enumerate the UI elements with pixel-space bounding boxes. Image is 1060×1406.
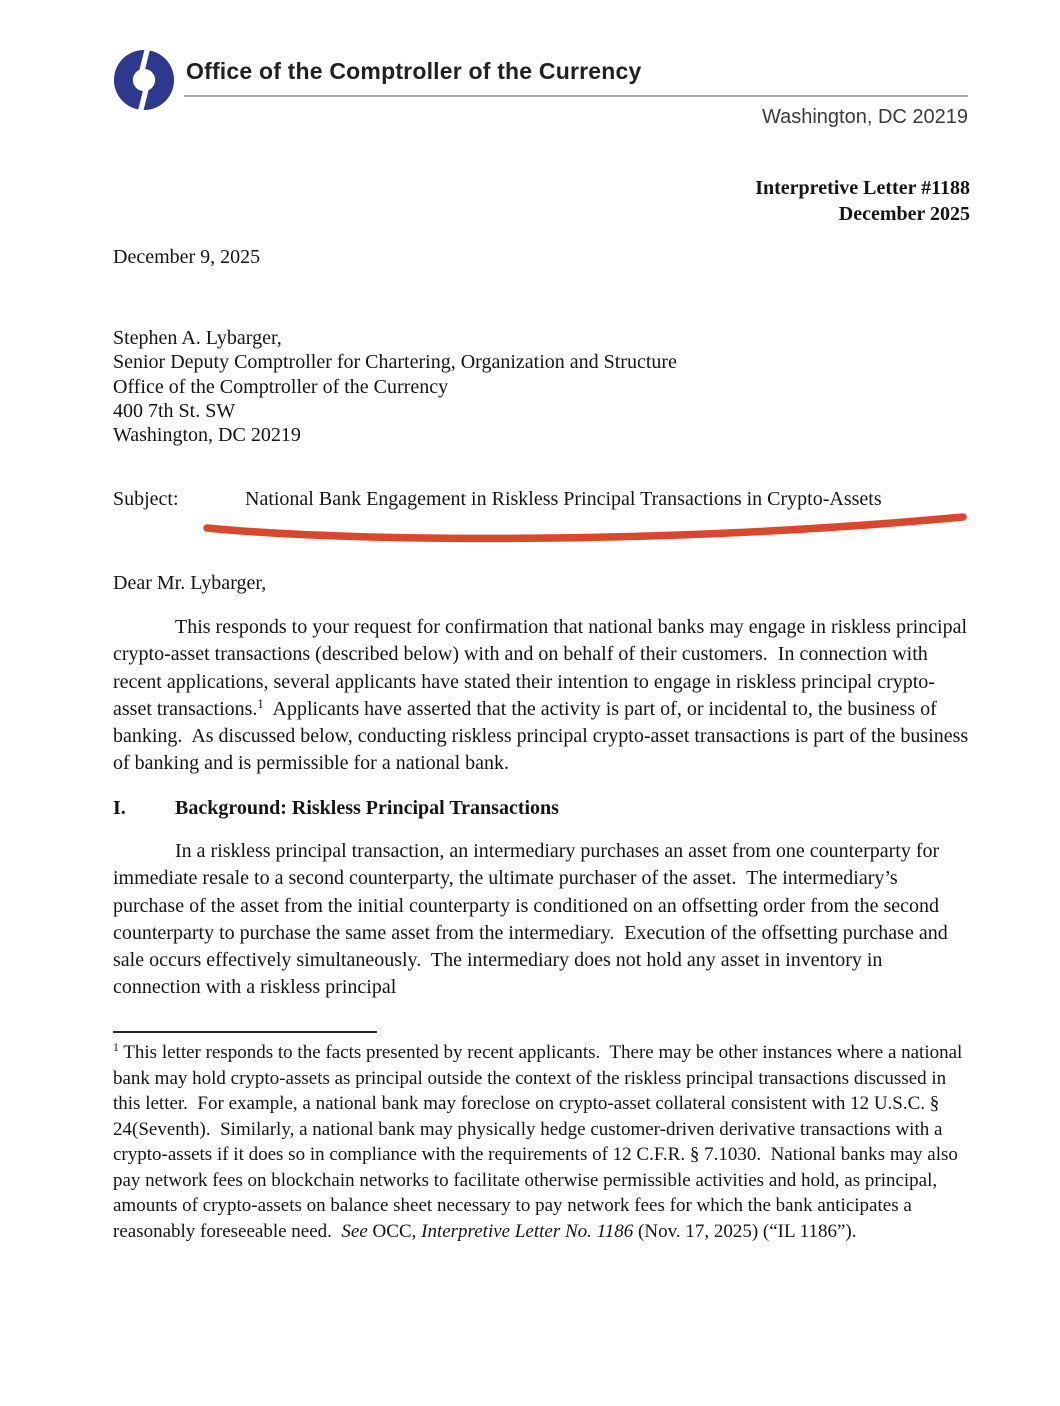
footnote-number: 1 xyxy=(113,1041,119,1054)
salutation: Dear Mr. Lybarger, xyxy=(113,572,267,594)
header-divider xyxy=(184,95,968,97)
footnote-citation-italic: Interpretive Letter No. 1186 xyxy=(421,1220,634,1242)
footnote-see-italic: See xyxy=(341,1220,368,1242)
footnote-separator xyxy=(113,1031,377,1033)
subject-underline-mark xyxy=(200,512,970,552)
subject-row xyxy=(113,488,882,511)
section-heading-text: Background: Riskless Principal Transactions xyxy=(175,797,559,819)
footnote-text-end: (Nov. 17, 2025) (“IL 1186”). xyxy=(633,1220,857,1242)
agency-name: Office of the Comptroller of the Currency xyxy=(186,58,642,84)
recipient-title: Senior Deputy Comptroller for Chartering, Organization and Structure xyxy=(113,351,677,374)
paragraph-1-text-cont: Applicants have asserted that the activity is part of, or incidental to, the business of banking. As discussed below, conducting riskless principal crypto-asset transactions is part of the business of banking and is permissible for a national bank. xyxy=(113,697,974,775)
letter-date: December 2025 xyxy=(838,203,970,225)
recipient-name: Stephen A. Lybarger, xyxy=(113,327,282,349)
paragraph-2: In a riskless principal transaction, an intermediary purchases an asset from one counterparty for immediate resale to a second counterparty, the ultimate purchaser of the asset. The intermediary’s purchase of the asset from the initial counterparty is conditioned on an offsetting order from the second counterparty to purchase the same asset from the intermediary. Execution of the offsetting purchase and sale occurs effectively simultaneously. The intermediary does not hold any asset in inventory in connection with a riskless principal xyxy=(113,840,953,999)
paragraph-1 xyxy=(113,614,974,778)
recipient-address xyxy=(113,326,677,447)
occ-logo-icon xyxy=(112,47,176,113)
subject-label: Subject: xyxy=(113,488,179,510)
date-line: December 9, 2025 xyxy=(113,246,261,268)
footnote-text-mid: OCC, xyxy=(367,1220,422,1242)
subject-text: National Bank Engagement in Riskless Principal Transactions in Crypto-Assets xyxy=(245,488,882,510)
recipient-city: Washington, DC 20219 xyxy=(113,424,301,447)
recipient-agency: Office of the Comptroller of the Currency xyxy=(113,375,449,398)
recipient-street: 400 7th St. SW xyxy=(113,399,236,422)
footnote-1 xyxy=(113,1040,969,1244)
letter-meta xyxy=(568,175,970,227)
section-heading xyxy=(113,797,559,820)
paragraph-1-text: This responds to your request for confirmation that national banks may engage in riskless principal crypto-asset transactions (described below) with and on behalf of their customers. In connection with recent applications, several applicants have stated their intention to engage in riskless principal crypto-asset transactions. xyxy=(113,616,973,720)
footnote-reference-1: 1 xyxy=(257,696,264,711)
footnote-text: This letter responds to the facts presented by recent applicants. There may be other instances where a national bank may hold crypto-assets as principal outside the context of the riskless principal transactions discussed in this letter. For example, a national bank may foreclose on crypto-asset collateral consistent with 12 U.S.C. § 24(Seventh). Similarly, a national bank may physically hedge customer-driven derivative transactions with a crypto-assets if it does so in compliance with the requirements of 12 C.F.R. § 7.1030. National banks may also pay network fees on blockchain networks to facilitate otherwise permissible activities and hold, as principal, amounts of crypto-assets on balance sheet necessary to pay network fees for which the bank anticipates a reasonably foreseeable need. xyxy=(113,1042,968,1242)
section-numeral: I. xyxy=(113,797,126,819)
letter-number: Interpretive Letter #1188 xyxy=(755,177,970,199)
header-location: Washington, DC 20219 xyxy=(761,106,968,128)
